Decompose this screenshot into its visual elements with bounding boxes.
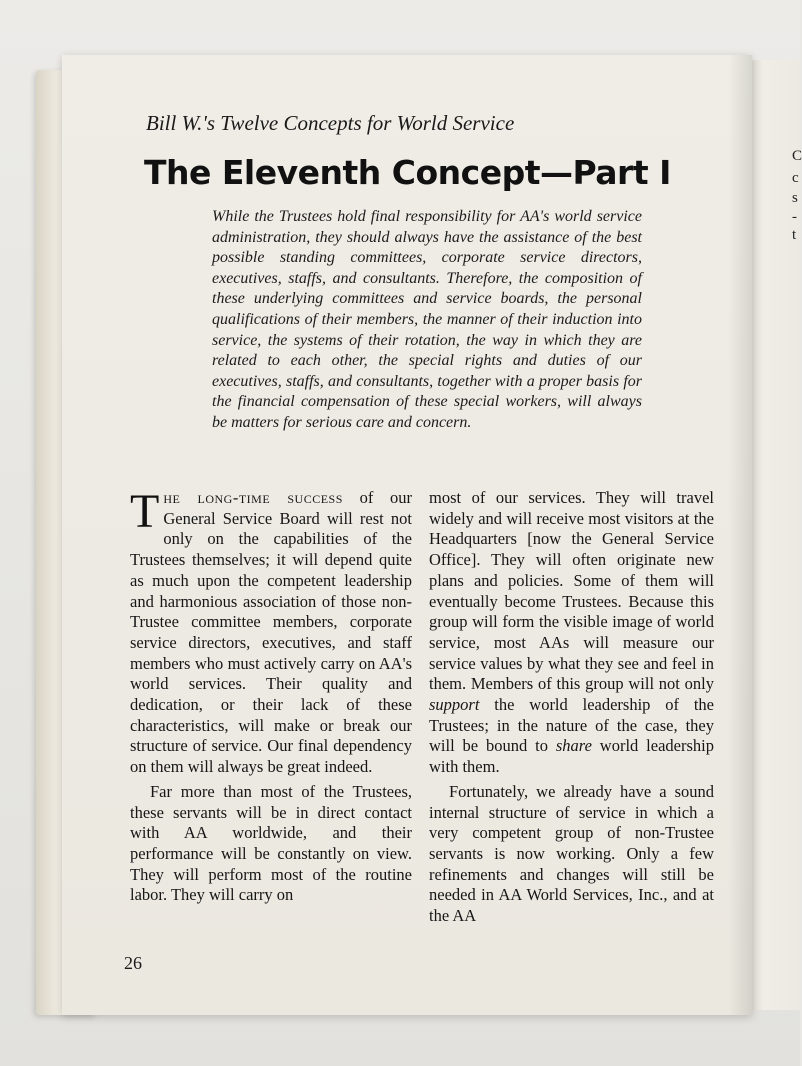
body-column-right xyxy=(429,488,714,927)
body-paragraph xyxy=(130,485,412,778)
body-paragraph: Far more than most of the Trustees, these servants will be in direct contact with AA worldwide, and their performance will be constantly on view. They will perform most of the routine labor. They will carry on xyxy=(130,781,412,905)
body-paragraph xyxy=(429,488,714,778)
body-text: the world leadership of the Trustees; in the nature of the case, they will be bound to xyxy=(429,695,714,756)
facing-page-fragment: s xyxy=(792,190,798,206)
facing-page-fragment: C xyxy=(792,148,802,164)
body-text: world leadership with them. xyxy=(429,736,714,777)
facing-page-fragment: c xyxy=(792,170,799,186)
concept-heading: The Eleventh Concept—Part I xyxy=(144,153,671,192)
series-title: Bill W.'s Twelve Concepts for World Service xyxy=(146,111,515,135)
emphasis-text: share xyxy=(555,736,592,756)
small-caps-lead: he long-time success xyxy=(163,488,343,507)
facing-page-fragment: t xyxy=(792,227,797,243)
body-text: of our General Service Board will rest not only on the capabilities of the Trustees themselves; it will depend quite as much upon the competent leadership and harmonious association of those non-Trustee committee members, corporate service directors, executives, and staff members who must actively carry on AA's world services. Their quality and dedication, or their lack of these characteristics, will make or break our structure of service. Our final dependency on them will always be great indeed. xyxy=(130,488,412,777)
book-page xyxy=(62,55,752,1015)
facing-page-fragment: - xyxy=(792,209,797,225)
page-number: 26 xyxy=(124,953,142,973)
body-column-left xyxy=(130,485,412,906)
emphasis-text: support xyxy=(429,695,480,715)
page-content xyxy=(62,55,752,1015)
intro-paragraph: While the Trustees hold final responsibility for AA's world service administration, they should always have the assistance of the best possible standing committees, corporate service directors, executives, staffs, and consultants. Therefore, the composition of these underlying committees and service boards, the personal qualifications of their members, the manner of their induction into service, the systems of their rotation, the way in which they are related to each other, the special rights and duties of our executives, staffs, and consultants, together with a proper basis for the financial compensation of these special workers, will always be matters for serious care and concern. xyxy=(212,208,642,431)
drop-cap: T xyxy=(130,485,160,538)
body-text: most of our services. They will travel widely and will receive most visitors at the Headquarters [now the General Service Office]. They will often originate new plans and policies. Some of them will eventually become Trustees. Because this group will form the visible image of world service, most AAs will measure our service values by what they see and feel in them. Members of this group will not only xyxy=(429,488,714,694)
body-paragraph: Fortunately, we already have a sound internal structure of service in which a very competent group of non-Trustee servants is now working. Only a few refinements and changes will still be needed in AA World Services, Inc., and at the AA xyxy=(429,781,714,926)
